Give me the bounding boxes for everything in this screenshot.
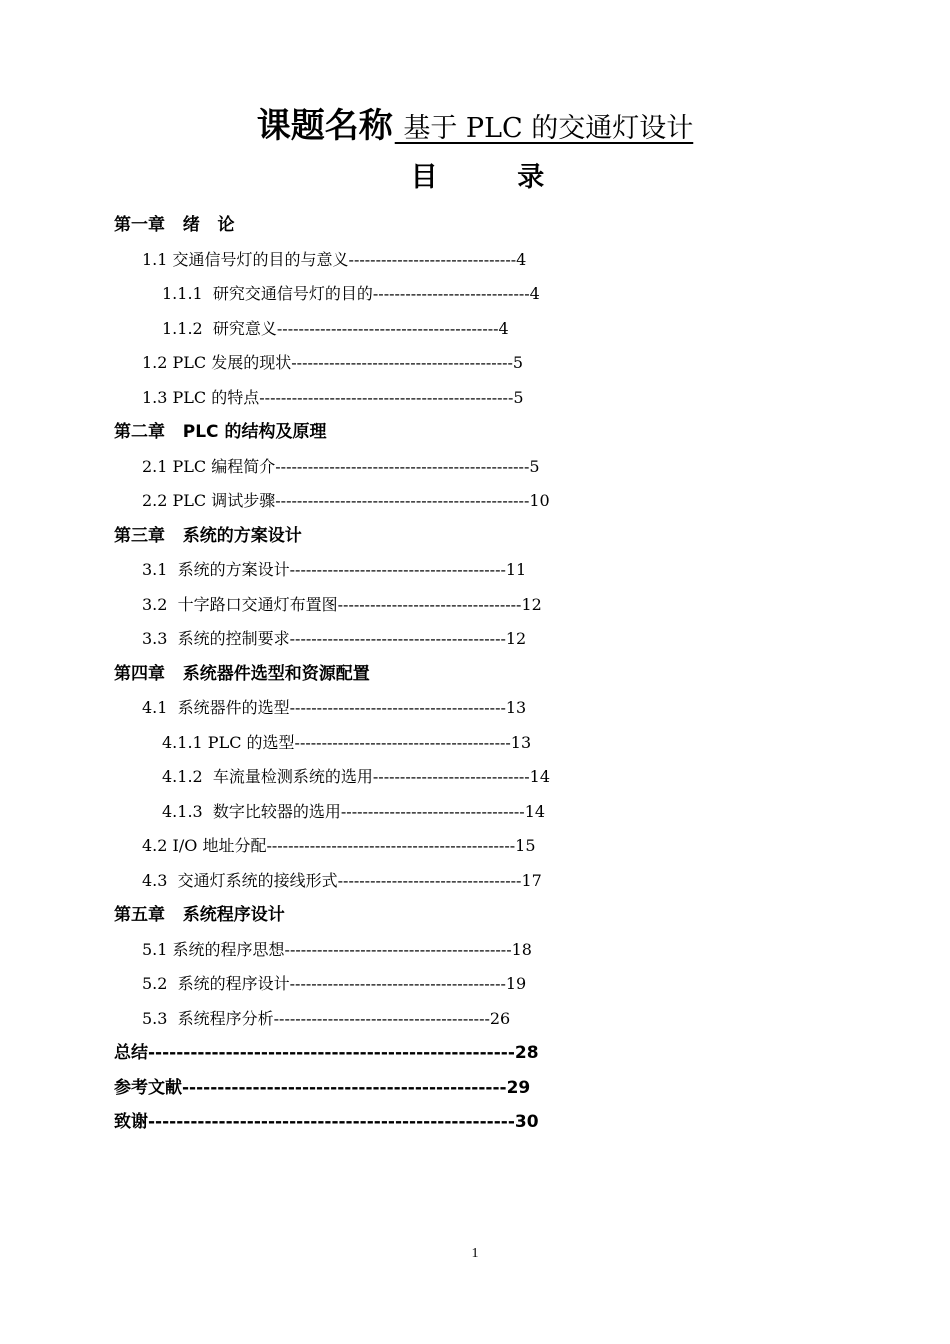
toc-leader: ----------------------------------------	[289, 974, 506, 993]
toc-entry-label: 3.3 系统的控制要求	[142, 629, 290, 648]
toc-entry-label: 4.1.2 车流量检测系统的选用	[162, 767, 373, 786]
toc-page-number: 4	[529, 284, 540, 303]
toc-entry[interactable]	[114, 381, 714, 416]
toc-chapter[interactable]	[114, 208, 714, 243]
toc-entry[interactable]	[114, 588, 714, 623]
toc-entry-label: 第二章 PLC 的结构及原理	[114, 422, 327, 442]
toc-page-number: 28	[514, 1043, 539, 1063]
toc-page-number: 17	[521, 870, 542, 890]
toc-entry[interactable]	[114, 1002, 714, 1037]
toc-entry-label: 总结	[114, 1043, 148, 1063]
toc-page-number: 4	[516, 249, 527, 269]
toc-entry[interactable]	[114, 829, 714, 864]
toc-leader: -----------------------------------------------	[275, 456, 530, 476]
toc-entry-label: 5.3 系统程序分析	[142, 1008, 274, 1028]
toc-page-number: 11	[505, 560, 527, 579]
toc-entry-label: 4.1 系统器件的选型	[142, 698, 290, 717]
toc-page-number: 5	[512, 353, 524, 372]
toc-entry[interactable]	[114, 277, 714, 312]
toc-leader: -----------------------------	[372, 284, 530, 303]
toc-entry-label: 4.3 交通灯系统的接线形式	[142, 870, 338, 890]
toc-leader: ----------------------------------------	[289, 698, 506, 717]
toc-leader: -----------------------------------------------	[275, 491, 530, 510]
toc-page-number: 5	[529, 456, 540, 476]
toc-chapter[interactable]	[114, 898, 714, 933]
toc-page-number: 30	[514, 1112, 539, 1132]
toc-page-number: 26	[489, 1008, 511, 1028]
toc-entry[interactable]	[114, 312, 714, 347]
toc-leader: -----------------------------	[372, 767, 530, 786]
thesis-title	[0, 98, 950, 147]
toc-entry[interactable]	[114, 1071, 714, 1106]
page-number: 1	[471, 1246, 479, 1261]
toc-page-number: 12	[505, 629, 527, 648]
toc-entry-label: 4.1.3 数字比较器的选用	[162, 801, 341, 821]
toc-entry-label: 5.1 系统的程序思想	[142, 939, 285, 959]
toc-leader: ----------------------------------------	[273, 1008, 490, 1028]
toc-leader: ----------------------------------------	[289, 560, 506, 579]
toc-entry-label: 参考文献	[114, 1077, 182, 1098]
title-value: 基于 PLC 的交通灯设计	[394, 113, 694, 144]
toc-entry-label: 1.1.1 研究交通信号灯的目的	[162, 284, 373, 303]
toc-page-number: 13	[505, 698, 527, 717]
toc-entry[interactable]	[114, 1105, 714, 1140]
toc-entry[interactable]	[114, 691, 714, 726]
toc-leader: ----------------------------------------------	[266, 836, 516, 855]
toc-page-number: 10	[529, 491, 550, 510]
toc-page-number: 13	[510, 732, 532, 752]
toc-leader: -------------------------------	[348, 249, 517, 269]
toc-leader: -----------------------------------------------	[259, 387, 514, 407]
toc-page-number: 19	[505, 974, 527, 993]
toc-entry-label: 4.1.1 PLC 的选型	[162, 732, 295, 752]
toc-entry-label: 4.2 I/O 地址分配	[142, 836, 267, 855]
toc-entry[interactable]	[114, 622, 714, 657]
toc-entry-label: 1.1.2 研究意义	[162, 318, 277, 338]
toc-entry[interactable]	[114, 484, 714, 519]
toc-page-number: 15	[515, 836, 536, 855]
toc-entry-label: 第三章 系统的方案设计	[114, 525, 302, 546]
toc-page-number: 4	[498, 318, 509, 338]
toc-entry[interactable]	[114, 864, 714, 899]
toc-leader: ------------------------------------------	[284, 939, 512, 959]
toc-entry[interactable]	[114, 795, 714, 830]
toc-page-number: 29	[506, 1077, 531, 1098]
toc-page-number: 14	[529, 767, 551, 786]
toc-page-number: 12	[521, 594, 542, 614]
toc-entry[interactable]	[114, 553, 714, 588]
toc-page-number: 5	[513, 387, 524, 407]
toc-leader: ----------------------------------------------------	[148, 1112, 515, 1132]
toc-entry[interactable]	[114, 933, 714, 968]
toc-leader: -----------------------------------------	[276, 318, 499, 338]
toc-entry[interactable]	[114, 346, 714, 381]
toc-entry-label: 第一章 绪 论	[114, 215, 235, 235]
toc-chapter[interactable]	[114, 415, 714, 450]
toc-entry-label: 3.1 系统的方案设计	[142, 560, 290, 579]
toc-entry[interactable]	[114, 760, 714, 795]
toc-leader: ----------------------------------	[340, 801, 525, 821]
toc-entry-label: 致谢	[114, 1112, 148, 1132]
toc-entry[interactable]	[114, 726, 714, 761]
toc-entry-label: 第五章 系统程序设计	[114, 905, 285, 925]
toc-entry-label: 5.2 系统的程序设计	[142, 974, 290, 993]
toc-entry-label: 1.2 PLC 发展的现状	[142, 353, 292, 372]
toc-leader: ----------------------------------------------	[182, 1077, 507, 1098]
toc-page-number: 14	[524, 801, 546, 821]
toc-leader: ----------------------------------------	[294, 732, 511, 752]
toc-entry-label: 1.1 交通信号灯的目的与意义	[142, 249, 349, 269]
toc-entry[interactable]	[114, 243, 714, 278]
toc-entry-label: 2.2 PLC 调试步骤	[142, 491, 276, 510]
toc-entry-label: 1.3 PLC 的特点	[142, 387, 260, 407]
toc-chapter[interactable]	[114, 657, 714, 692]
toc-entry[interactable]	[114, 450, 714, 485]
toc-entry-label: 2.1 PLC 编程简介	[142, 456, 276, 476]
toc-leader: ----------------------------------	[337, 594, 522, 614]
toc-chapter[interactable]	[114, 519, 714, 554]
toc-page-number: 18	[511, 939, 532, 959]
toc-entry-label: 第四章 系统器件选型和资源配置	[114, 663, 370, 684]
table-of-contents	[114, 208, 714, 1140]
toc-leader: ----------------------------------------	[289, 629, 506, 648]
toc-heading: 目 录	[410, 162, 580, 193]
toc-entry[interactable]	[114, 967, 714, 1002]
toc-leader: ----------------------------------------------------	[148, 1043, 515, 1063]
toc-entry-label: 3.2 十字路口交通灯布置图	[142, 594, 338, 614]
toc-leader: ----------------------------------	[337, 870, 522, 890]
toc-leader: -----------------------------------------	[291, 353, 513, 372]
toc-entry[interactable]	[114, 1036, 714, 1071]
title-label: 课题名称	[256, 106, 393, 146]
